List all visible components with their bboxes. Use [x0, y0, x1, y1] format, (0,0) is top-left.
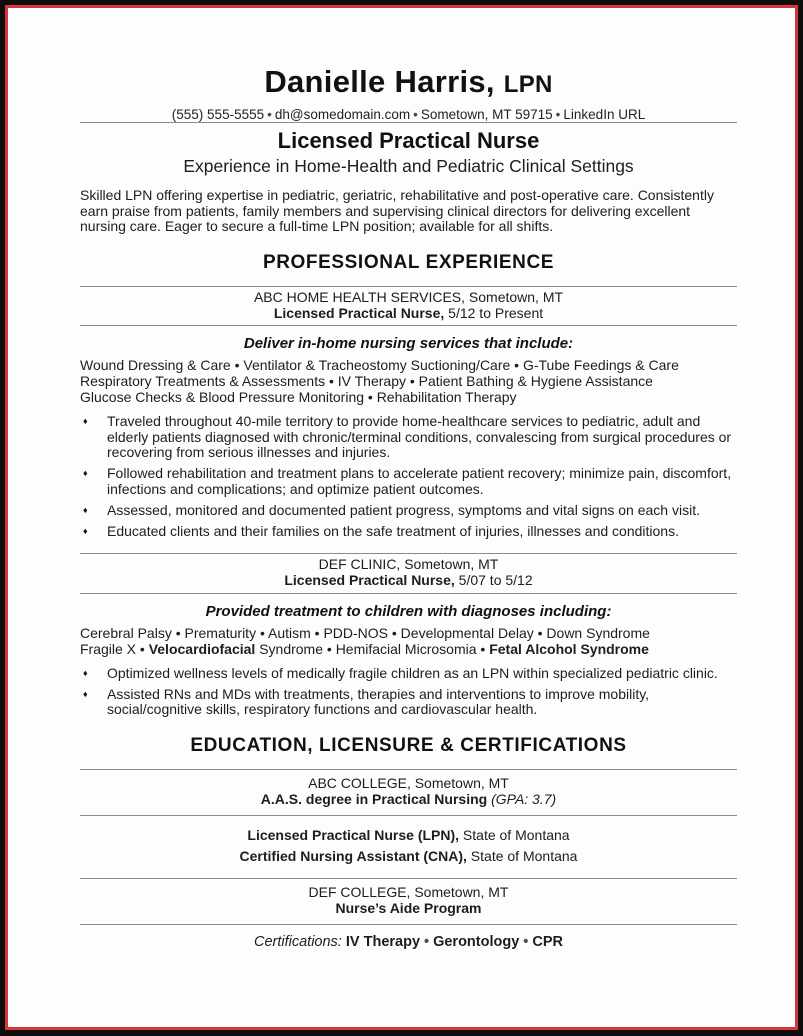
license-title: Licensed Practical Nurse (LPN), — [247, 826, 460, 843]
resume-subheadline: Experience in Home-Health and Pediatric Clinical Settings — [183, 156, 634, 176]
license-line — [80, 825, 737, 847]
education-entry — [80, 769, 737, 815]
company-name: ABC HOME HEALTH SERVICES, Sometown, MT — [253, 288, 564, 305]
diagnoses-segment: Syndrome • Hemifacial Microsomia • — [255, 640, 490, 657]
bullet-text: Educated clients and their families on the safe treatment of injuries, illnesses and conditions. — [107, 522, 679, 539]
section-heading-experience: PROFESSIONAL EXPERIENCE — [262, 251, 555, 273]
bullet-text: Assisted RNs and MDs with treatments, therapies and interventions to improve mobility, social/cognitive skills, respiratory functions and cardiovascular health. — [107, 685, 650, 718]
summary-paragraph: Skilled LPN offering expertise in pediatric, geriatric, rehabilitative and post-operative care. Consistently earn praise from patients, family members and supervising clinical directors for delivering excellent nursing care. Eager to secure a full-time LPN position; available for all shifts. — [80, 187, 714, 235]
services-line: Respiratory Treatments & Assessments • IV Therapy • Patient Bathing & Hygiene Assistance — [80, 373, 653, 390]
phone-number: (555) 555-5555 — [171, 107, 265, 122]
bullet-text: Traveled throughout 40-mile territory to provide home-healthcare services to pediatric, adult and elderly patients diagnosed with chronic/terminal conditions, convalescing from surgical procedures or recovering from serious illnesses and injuries. — [107, 413, 732, 461]
bullet-item — [80, 466, 737, 497]
candidate-name: Danielle Harris, — [264, 64, 495, 99]
license-authority: State of Montana — [459, 826, 570, 843]
services-line: Glucose Checks & Blood Pressure Monitoring • Rehabilitation Therapy — [80, 389, 517, 406]
role-title: Licensed Practical Nurse, — [273, 304, 445, 321]
role-dates: 5/12 to Present — [444, 304, 544, 321]
page-title — [80, 64, 737, 100]
job-header — [80, 286, 737, 327]
resume-content — [8, 64, 795, 950]
role-title: Licensed Practical Nurse, — [284, 572, 455, 589]
role-line — [80, 306, 737, 322]
job-header — [80, 553, 737, 594]
divider — [80, 122, 737, 123]
bullet-item — [80, 414, 737, 461]
certifications-label: Certifications: — [254, 933, 342, 950]
job-bullets — [80, 666, 737, 718]
bullet-separator: • — [267, 107, 272, 122]
services-list — [80, 357, 737, 405]
diamond-bullet-icon: ♦ — [83, 525, 88, 536]
certifications-line — [80, 924, 737, 950]
resume-headline: Licensed Practical Nurse — [277, 128, 540, 153]
certification-item: IV Therapy — [345, 933, 421, 950]
school-name: DEF COLLEGE, Sometown, MT — [308, 883, 509, 900]
contact-line — [80, 107, 737, 122]
license-line — [80, 846, 737, 868]
services-line: Wound Dressing & Care • Ventilator & Tracheostomy Suctioning/Care • G-Tube Feedings & Care — [80, 357, 679, 374]
candidate-credential: LPN — [503, 71, 553, 98]
job-bullets — [80, 414, 737, 539]
bullet-separator: • — [424, 933, 430, 950]
bullet-item — [80, 524, 737, 540]
licenses-block — [80, 815, 737, 878]
diagnoses-line: Cerebral Palsy • Prematurity • Autism • PDD-NOS • Developmental Delay • Down Syndrome — [80, 624, 650, 641]
location-text: Sometown, MT 59715 — [420, 107, 553, 122]
section-heading-education: EDUCATION, LICENSURE & CERTIFICATIONS — [190, 734, 627, 756]
gpa-text: (GPA: 3.7) — [487, 791, 557, 808]
bullet-text: Assessed, monitored and documented patient progress, symptoms and vital signs on each visit. — [107, 501, 700, 518]
role-line — [80, 573, 737, 589]
school-name: ABC COLLEGE, Sometown, MT — [308, 774, 509, 791]
bullet-separator: • — [413, 107, 418, 122]
diagnoses-segment-bold: Fetal Alcohol Syndrome — [489, 640, 649, 657]
bullet-separator: • — [555, 107, 561, 122]
bullet-item — [80, 503, 737, 519]
degree-title: A.A.S. degree in Practical Nursing — [260, 791, 488, 808]
diamond-bullet-icon: ♦ — [83, 667, 88, 678]
bullet-separator: • — [523, 933, 529, 950]
linkedin-link[interactable]: LinkedIn URL — [563, 107, 646, 122]
license-title: Certified Nursing Assistant (CNA), — [239, 848, 467, 865]
degree-line — [80, 792, 737, 808]
diagnoses-line — [80, 641, 737, 657]
job-tagline: Provided treatment to children with diagnoses including: — [205, 602, 612, 620]
certification-item: CPR — [532, 933, 563, 950]
certification-item: Gerontology — [433, 933, 520, 950]
email-link[interactable]: dh@somedomain.com — [274, 107, 411, 122]
bullet-text: Optimized wellness levels of medically fragile children as an LPN within specialized pediatric clinic. — [107, 664, 718, 681]
job-tagline: Deliver in-home nursing services that include: — [243, 335, 574, 353]
diamond-bullet-icon: ♦ — [83, 504, 88, 515]
diagnoses-list — [80, 625, 737, 657]
resume-page — [5, 5, 798, 1030]
diamond-bullet-icon: ♦ — [83, 468, 88, 479]
bullet-text: Followed rehabilitation and treatment plans to accelerate patient recovery; minimize pain, discomfort, infections and complications; and optimize patient outcomes. — [107, 465, 732, 497]
company-name: DEF CLINIC, Sometown, MT — [318, 556, 499, 573]
bullet-item — [80, 666, 737, 682]
education-entry — [80, 878, 737, 924]
diagnoses-segment-bold: Velocardiofacial — [148, 640, 256, 657]
diamond-bullet-icon: ♦ — [83, 688, 88, 699]
diagnoses-segment: Fragile X • — [80, 640, 149, 657]
program-title: Nurse’s Aide Program — [335, 900, 482, 917]
diamond-bullet-icon: ♦ — [83, 416, 88, 427]
bullet-item — [80, 687, 737, 718]
role-dates: 5/07 to 5/12 — [454, 572, 533, 589]
license-authority: State of Montana — [466, 848, 578, 865]
